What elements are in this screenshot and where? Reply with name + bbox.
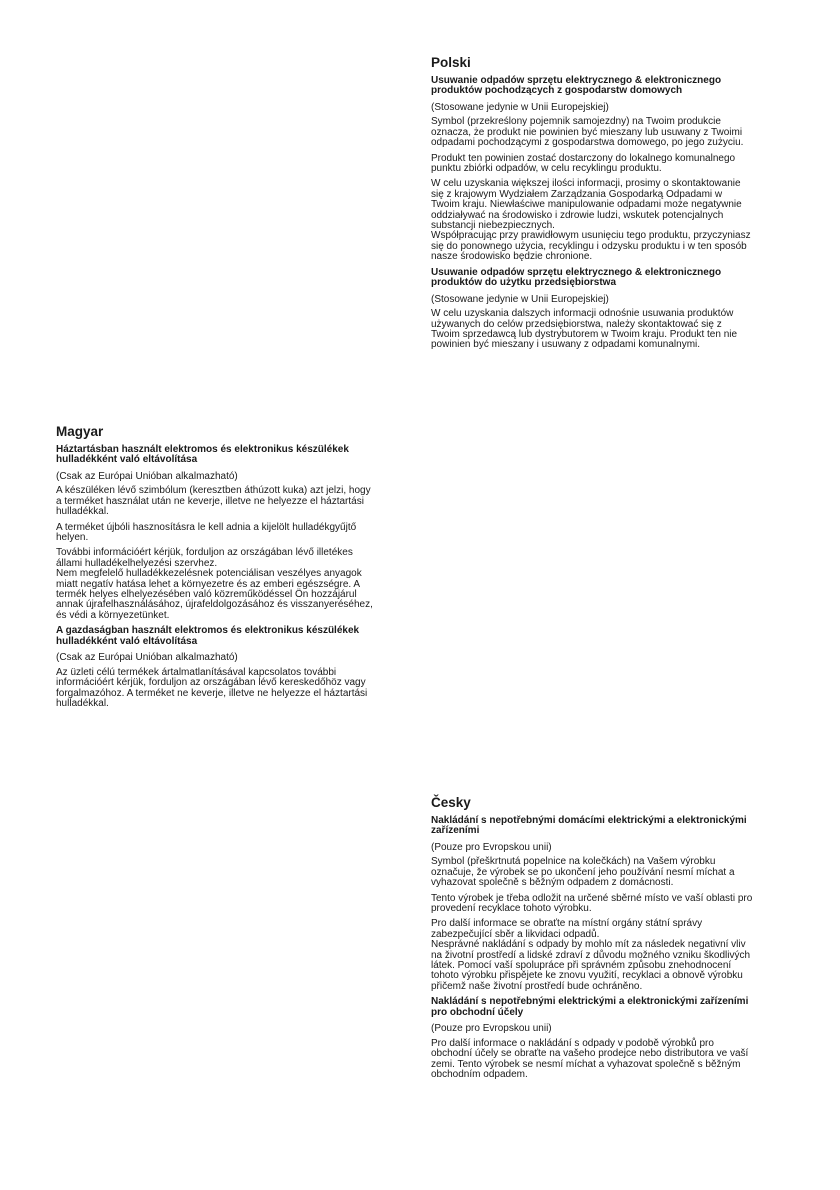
business-heading: A gazdaságban használt elektromos és elektronikus készülékek hulladékként való eltávolítása [56,625,360,647]
scope-note: (Pouze pro Evropskou unii) [431,1023,552,1035]
scope-note: (Pouze pro Evropskou unii) [431,841,552,853]
paragraph: További információért kérjük, forduljon az országában lévő illetékes állami hulladékelhelyezési szervhez. Nem megfelelő hulladékkezelésnek potenciálisan veszélyes anyagok miatt negatív hatása lehet a környezetre és az emberi egészségre. A termék helyes elhelyezésében való közreműködéssel Ön hozzájárul annak újrafelhasználásához, újrafeldolgozásához és visszanyeréséhez, és védi a környezetünket. [56,547,373,621]
language-title: Česky [431,795,471,810]
paragraph: A készüléken lévő szimbólum (keresztben áthúzott kuka) azt jelzi, hogy a terméket használat után ne keverje, illetve ne helyezze el háztartási hulladékkal. [56,485,371,518]
section-polski [431,55,786,356]
paragraph: Az üzleti célú termékek ártalmatlanításával kapcsolatos további információért kérjük, forduljon az országában lévő kereskedőhöz vagy forgalmazóhoz. A terméket ne keverje, illetve ne helyezze el háztartási hulladékkal. [56,666,368,709]
paragraph: Tento výrobek je třeba odložit na určené sběrné místo ve vaší oblasti pro provedení recyklace tohoto výrobku. [431,892,753,915]
paragraph: Produkt ten powinien zostać dostarczony do lokalnego komunalnego punktu zbiórki odpadów, w celu recyklingu produktu. [431,152,736,175]
business-disposal-block [56,626,411,709]
business-disposal-block [431,268,786,351]
language-title: Magyar [56,424,104,439]
paragraph: A terméket újbóli hasznosításra le kell adnia a kijelölt hulladékgyűjtő helyen. [56,521,357,544]
business-heading: Nakládání s nepotřebnými elektrickými a elektronickými zařízeními pro obchodní účely [431,996,749,1018]
scope-note: (Stosowane jedynie w Unii Europejskiej) [431,293,609,305]
scope-note: (Stosowane jedynie w Unii Europejskiej) [431,101,609,113]
paragraph: Pro další informace o nakládání s odpady v podobě výrobků pro obchodní účely se obraťte na vašeho prodejce nebo distributora ve vaší zemi. Tento výrobek se nesmí míchat a vyhazovat společně s běžným obchodním odpadem. [431,1037,749,1080]
household-disposal-block [56,445,411,621]
section-magyar [56,424,411,714]
household-heading: Nakládání s nepotřebnými domácími elektrickými a elektronickými zařízeními [431,815,747,837]
business-heading: Usuwanie odpadów sprzętu elektrycznego & elektronicznego produktów do użytku przedsiębiorstwa [431,266,722,289]
section-cesky [431,795,786,1085]
paragraph: Pro další informace se obraťte na místní orgány státní správy zabezpečující sběr a likvidaci odpadů. Nesprávné nakládání s odpady by mohlo mít za následek negativní vliv na životní prostředí a lidské zdraví z důvodu možného vzniku škodlivých látek. Pomocí vaší spolupráce při správném způsobu znehodnocení tohoto výrobku přispějete ke znovu využití, recyklaci a obnově výrobku přičemž naše životní prostředí bude ochráněno. [431,918,751,992]
paragraph: W celu uzyskania dalszych informacji odnośnie usuwania produktów używanych do celów przedsiębiorstwa, należy skontaktować się z Twoim sprzedawcą lub dystrybutorem w Twoim kraju. Produkt ten nie powinien być mieszany i usuwany z odpadami komunalnymi. [431,308,738,351]
household-disposal-block [431,816,786,992]
household-disposal-block [431,76,786,263]
paragraph: Symbol (przekreślony pojemnik samojezdny) na Twoim produkcie oznacza, że produkt nie powinien być mieszany lub usuwany z Twoimi odpadami pochodzącymi z gospodarstwa domowego, po jego zużyciu. [431,116,744,149]
paragraph: Symbol (přeškrtnutá popelnice na kolečkách) na Vašem výrobku označuje, že výrobek se po ukončení jeho používání nesmí míchat a vyhazovat společně s běžným odpadem z domácnosti. [431,856,735,889]
household-heading: Háztartásban használt elektromos és elektronikus készülékek hulladékként való eltávolítása [56,444,349,466]
scope-note: (Csak az Európai Unióban alkalmazható) [56,652,238,664]
scope-note: (Csak az Európai Unióban alkalmazható) [56,470,238,482]
language-title: Polski [431,55,471,70]
household-heading: Usuwanie odpadów sprzętu elektrycznego & elektronicznego produktów pochodzących z gospodarstw domowych [431,75,722,97]
business-disposal-block [431,997,786,1080]
paragraph: W celu uzyskania większej ilości informacji, prosimy o skontaktowanie się z krajowym Wydziałem Zarządzania Gospodarką Odpadami w Twoim kraju. Niewłaściwe manipulowanie odpadami może negatywnie oddziaływać na środowisko i zdrowie ludzi, wskutek potencjalnych substancji niebezpiecznych. Współpracując przy prawidłowym usunięciu tego produktu, przyczyniasz się do ponownego użycia, recyklingu i odzysku produktu i w ten sposób nasze środowisko będzie chronione. [431,178,751,263]
